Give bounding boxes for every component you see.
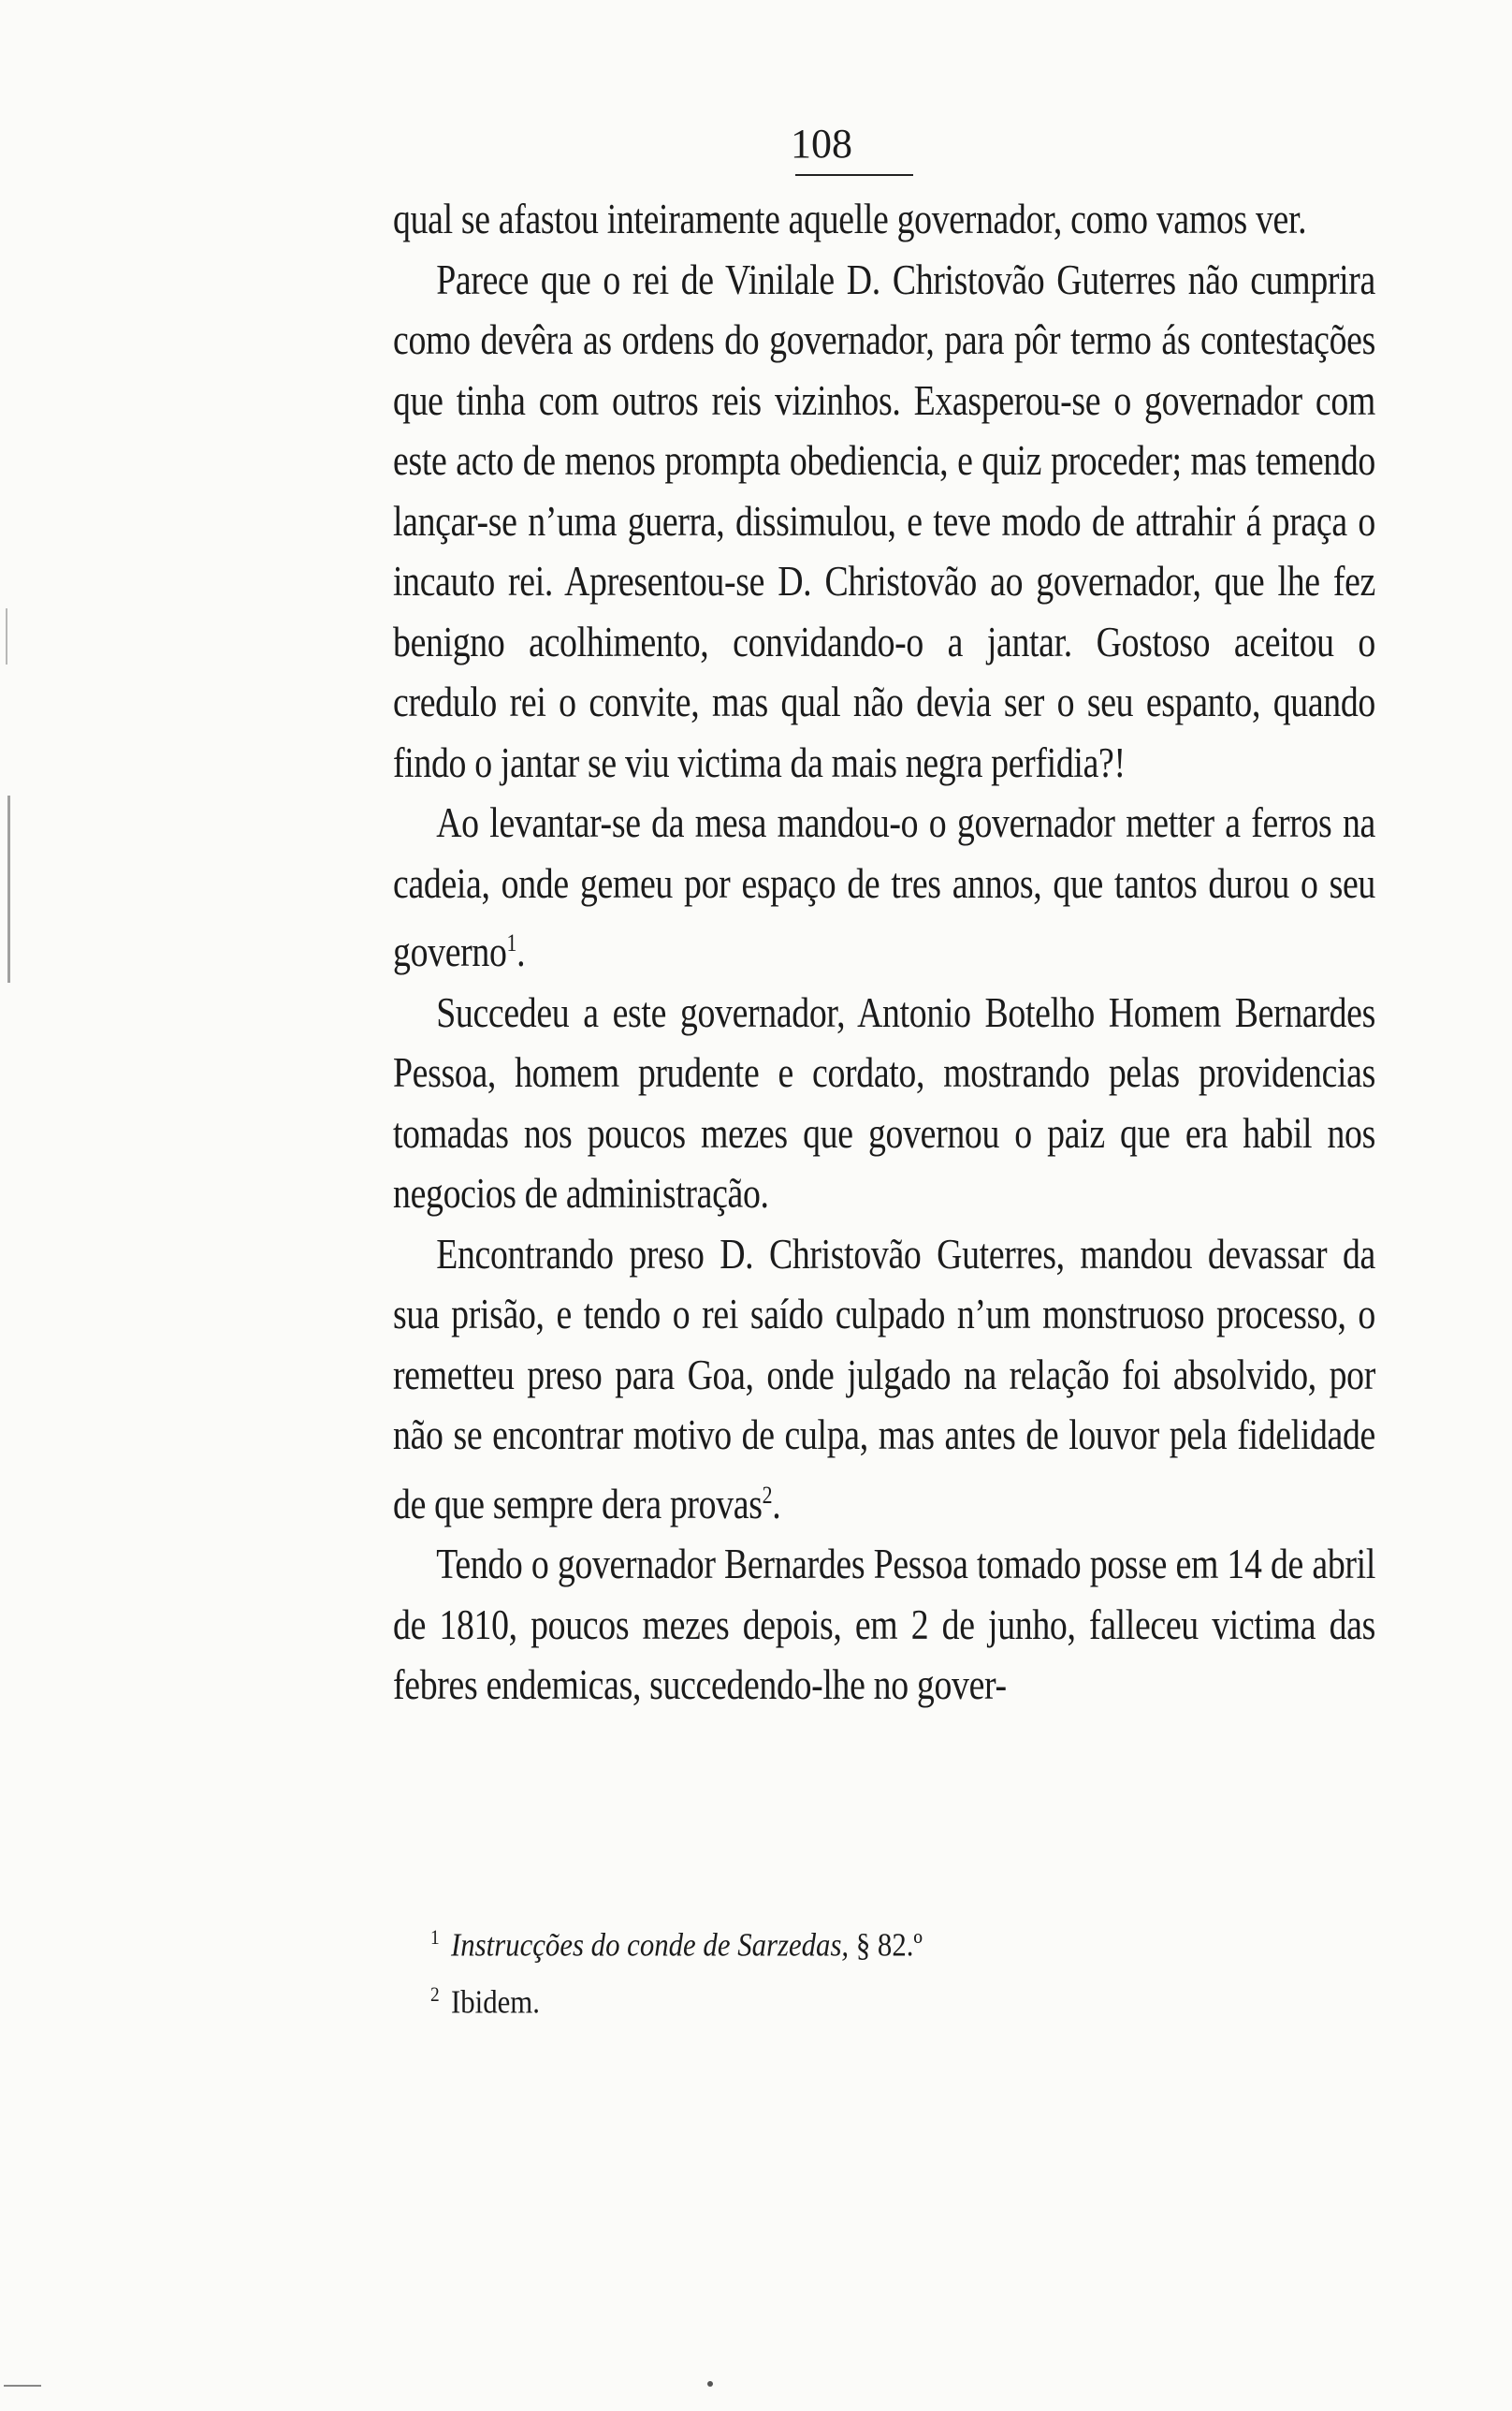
paragraph <box>393 1534 1375 1716</box>
paragraph-tail: . <box>516 928 526 975</box>
footnote <box>430 1913 923 1970</box>
footnote-reference-text: Ibidem. <box>451 1983 540 2021</box>
binding-edge-mark <box>6 608 7 665</box>
paragraph-text: qual se afastou inteiramente aquelle governador, como vamos ver. <box>393 196 1307 242</box>
paragraph <box>393 983 1375 1224</box>
footnote-reference-text: § 82.º <box>849 1926 923 1964</box>
paragraph-tail: . <box>772 1480 781 1527</box>
paragraph <box>393 250 1375 794</box>
paragraph-text: Ao levantar-se da mesa mandou-o o governador metter a ferros na cadeia, onde gemeu por espaço de tres annos, que tantos durou o seu governo <box>393 799 1375 975</box>
footnote-reference: 2 <box>762 1481 773 1509</box>
scan-speck <box>707 2381 713 2387</box>
binding-edge-mark <box>4 2385 41 2387</box>
binding-edge-mark <box>7 796 10 983</box>
page-number: 108 <box>791 121 852 167</box>
paragraph-text: Tendo o governador Bernardes Pessoa tomado posse em 14 de abril de 1810, poucos mezes depois, em 2 de junho, falleceu victima das febres endemicas, succedendo-lhe no gover- <box>393 1541 1375 1708</box>
footnotes <box>430 1913 923 2026</box>
footnote-work-title: Instrucções do conde de Sarzedas, <box>451 1926 850 1964</box>
footnote-reference: 1 <box>506 929 517 957</box>
paragraph-text: Encontrando preso D. Christovão Guterres, mandou devassar da sua prisão, e tendo o rei saído culpado n’um monstruoso processo, o remetteu preso para Goa, onde julgado na relação foi absolvido, por não se encontrar motivo de culpa, mas antes de louvor pela fidelidade de que sempre dera provas <box>393 1230 1375 1527</box>
footnote-mark: 1 <box>430 1925 440 1949</box>
paragraph-text: Parece que o rei de Vinilale D. Christovão Guterres não cumprira como devêra as ordens do governador, para pôr termo ás contestações que tinha com outros reis vizinhos. Exasperou-se o governador com este acto de menos prompta obediencia, e quiz proceder; mas temendo lançar-se n’uma guerra, dissimulou, e teve modo de attrahir á praça o incauto rei. Apresentou-se D. Christovão ao governador, que lhe fez benigno acolhimento, convidando-o a jantar. Gostoso aceitou o credulo rei o convite, mas qual não devia ser o seu espanto, quando findo o jantar se viu victima da mais negra perfidia?! <box>393 256 1375 786</box>
paragraph-text: Succedeu a este governador, Antonio Botelho Homem Bernardes Pessoa, homem prudente e cordato, mostrando pelas providencias tomadas nos poucos mezes que governou o paiz que era habil nos negocios de administração. <box>393 988 1375 1217</box>
body-text <box>393 189 1375 1716</box>
paragraph <box>393 793 1375 983</box>
footnote <box>430 1970 923 2027</box>
page-number-rule <box>795 174 913 176</box>
paragraph <box>393 1224 1375 1535</box>
footnote-mark: 2 <box>430 1981 440 2006</box>
paragraph <box>393 189 1375 250</box>
